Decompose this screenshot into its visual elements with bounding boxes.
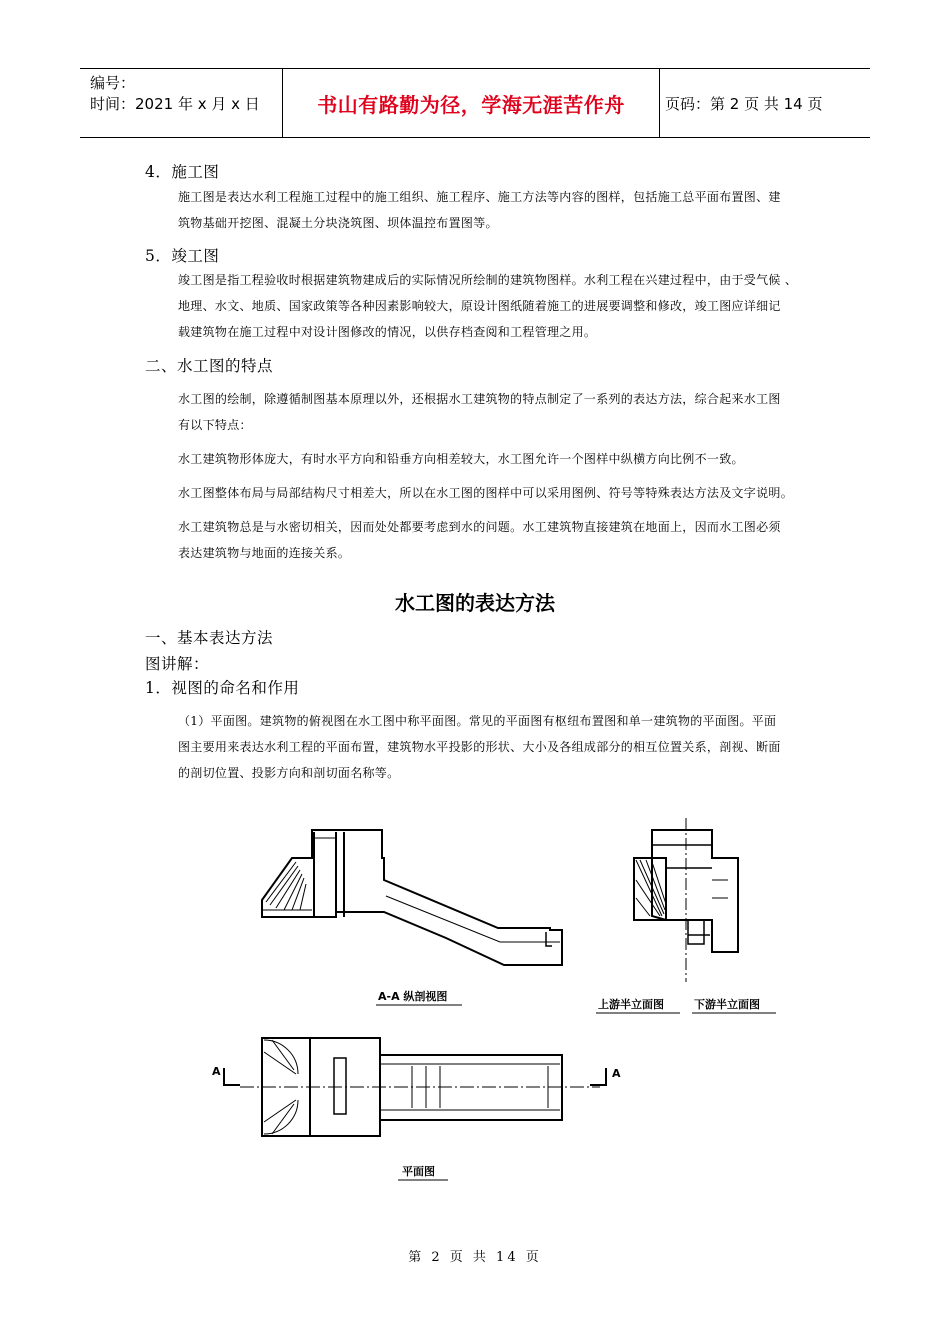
text-line: 载建筑物在施工过程中对设计图修改的情况，以供存档查阅和工程管理之用。 (178, 325, 597, 339)
elevation-views (634, 818, 738, 982)
text-line: 表达建筑物与地面的连接关系。 (178, 546, 351, 560)
subheading-basic-methods: 一、基本表达方法 (145, 629, 274, 647)
chapter-title: 水工图的表达方法 (395, 591, 555, 615)
header-motto: 书山有路勤为径，学海无涯苦作舟 (317, 93, 625, 117)
section-heading-construction: 4．施工图 (145, 163, 220, 181)
text-line: 竣工图是指工程验收时根据建筑物建成后的实际情况所绘制的建筑物图样。水利工程在兴建过程中，由于受气候 、 (178, 273, 798, 287)
text-line: 施工图是表达水利工程施工过程中的施工组织、施工程序、施工方法等内容的图样，包括施工总平面布置图、建 (178, 190, 781, 204)
page-footer: 第 2 页 共 14 页 (408, 1250, 542, 1265)
caption-plan-view: 平面图 (402, 1165, 435, 1178)
text-line: （1）平面图。建筑物的俯视图在水工图中称平面图。常见的平面图有枢纽布置图和单一建筑物的平面图。平面 (178, 714, 777, 728)
subheading-figure-explanation: 图讲解： (145, 655, 210, 673)
plan-view (224, 1038, 606, 1136)
caption-downstream-elevation: 下游半立面图 (694, 998, 760, 1011)
section-view-aa (262, 830, 562, 965)
section-heading-features: 二、水工图的特点 (145, 357, 274, 375)
paragraph-feature-2: 水工图整体布局与局部结构尺寸相差大，所以在水工图的图样中可以采用图例、符号等特殊表达方法及文字说明。 (178, 486, 794, 500)
text-line: 有以下特点： (178, 418, 252, 432)
section-heading-completion: 5．竣工图 (145, 247, 220, 265)
header-time: 时间：2021 年 x 月 x 日 (90, 95, 260, 113)
cut-label-right: A (612, 1067, 621, 1080)
text-line: 地理、水文、地质、国家政策等各种因素影响较大，原设计图纸随着施工的进展要调整和修改，竣工图应详细记 (178, 299, 781, 313)
caption-upstream-elevation: 上游半立面图 (598, 998, 664, 1011)
paragraph-feature-1: 水工建筑物形体庞大，有时水平方向和铅垂方向相差较大，水工图允许一个图样中纵横方向比例不一致。 (178, 452, 744, 466)
text-line: 的剖切位置、投影方向和剖切面名称等。 (178, 766, 400, 780)
header-page-number: 页码：第 2 页 共 14 页 (665, 95, 823, 113)
text-line: 筑物基础开挖图、混凝土分块浇筑图、坝体温控布置图等。 (178, 216, 498, 230)
caption-section-view: A-A 纵剖视图 (378, 990, 448, 1003)
subheading-view-naming: 1．视图的命名和作用 (145, 679, 300, 697)
header-code: 编号： (90, 74, 136, 92)
text-line: 图主要用来表达水利工程的平面布置，建筑物水平投影的形状、大小及各组成部分的相互位置关系，剖视、断面 (178, 740, 781, 754)
text-line: 水工图的绘制，除遵循制图基本原理以外，还根据水工建筑物的特点制定了一系列的表达方法，综合起来水工图 (178, 392, 781, 406)
cut-label-left: A (212, 1065, 221, 1078)
text-line: 水工建筑物总是与水密切相关，因而处处都要考虑到水的问题。水工建筑物直接建筑在地面上，因而水工图必须 (178, 520, 781, 534)
